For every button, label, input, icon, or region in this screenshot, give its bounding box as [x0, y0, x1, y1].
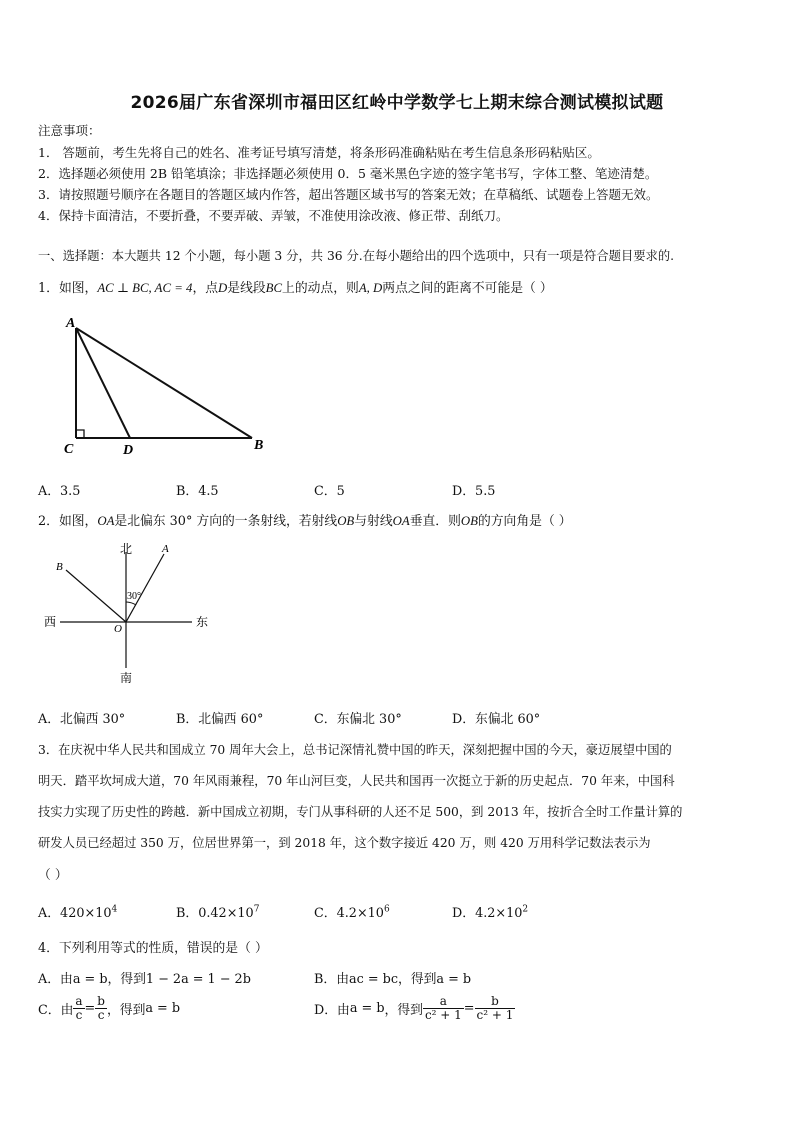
q4-option-a: A．由a = b，得到1 − 2a = 1 − 2b — [38, 972, 251, 987]
vertex-b-label: B — [254, 438, 264, 453]
q3-option-d: D．$4.2\times 10^2$ — [452, 904, 529, 921]
q1-option-b: B．4.5 — [176, 484, 219, 499]
vertex-a-label: A — [66, 316, 76, 331]
q1-option-a: A．3.5 — [38, 484, 81, 499]
east-label: 东 — [196, 615, 209, 629]
notice-item-2: 2．选择题必须使用 2B 铅笔填涂；非选择题必须使用 0．5 毫米黑色字迹的签字笔书写，字体工整、笔迹清楚。 — [38, 166, 658, 181]
north-label: 北 — [120, 542, 133, 556]
angle-30-label: 30° — [127, 591, 141, 602]
ray-b-label: B — [56, 561, 63, 573]
vertex-c-label: C — [64, 442, 74, 457]
notice-item-3: 3．请按照题号顺序在各题目的答题区域内作答，超出答题区域书写的答案无效；在草稿纸、试题卷上答题无效。 — [38, 187, 659, 202]
q4-option-b: B．由ac = bc，得到a = b — [314, 972, 472, 987]
question-2-compass-figure — [40, 540, 220, 690]
notice-item-4: 4．保持卡面清洁，不要折叠，不要弄破、弄皱，不准使用涂改液、修正带、刮纸刀。 — [38, 208, 509, 223]
q2-option-b: B．北偏西 60° — [176, 712, 264, 727]
page-title: 2026届广东省深圳市福田区红岭中学数学七上期末综合测试模拟试题 — [130, 93, 664, 113]
q4-option-c: C．由 $\frac{a}{c}$ = $\frac{b}{c}$ ，得到a = b — [38, 994, 181, 1023]
point-d-label: D — [123, 443, 134, 458]
question-3-line-4: 研发人员已经超过 350 万，位居世界第一，到 2018 年，这个数字接近 420 万，则 420 万用科学记数法表示为 — [38, 836, 651, 850]
question-3-line-5: （ ） — [38, 868, 68, 883]
q4-option-d: D．由a = b，得到 $\frac{a}{\text{c² + 1}}$ = $\frac{b}{\text{c² + 1}}$ — [314, 994, 514, 1023]
south-label: 南 — [120, 671, 133, 685]
q1-option-d: D．5.5 — [452, 484, 496, 499]
question-3-line-2: 明天．踏平坎坷成大道，70 年风雨兼程，70 年山河巨变，人民共和国再一次挺立于新的历史起点．70 年来，中国科 — [38, 774, 675, 788]
notice-item-1: 1． 答题前，考生先将自己的姓名、准考证号填写清楚，将条形码准确粘贴在考生信息条形码粘贴区。 — [38, 145, 600, 160]
section-heading: 一、选择题：本大题共 12 个小题，每小题 3 分，共 36 分.在每小题给出的四个选项中，只有一项是符合题目要求的. — [38, 249, 675, 263]
origin-o-label: O — [114, 623, 122, 635]
question-4-stem: 4．下列利用等式的性质，错误的是（ ） — [38, 941, 268, 956]
question-1-stem: 1．如图，AC ⊥ BC, AC = 4，点D是线段BC上的动点，则A, D两点之间的距离不可能是（ ） — [38, 281, 553, 296]
q1-option-c: C．5 — [314, 484, 345, 499]
ray-a-label: A — [162, 543, 169, 555]
q3-option-b: B．$0.42\times 10^7$ — [176, 904, 260, 921]
west-label: 西 — [44, 615, 57, 629]
q3-option-a: A．$420\times 10^4$ — [38, 904, 118, 921]
question-3-line-3: 技实力实现了历史性的跨越．新中国成立初期，专门从事科研的人还不足 500，到 2013 年，按折合全时工作量计算的 — [38, 805, 683, 819]
notice-heading: 注意事项： — [38, 123, 101, 138]
q2-option-d: D．东偏北 60° — [452, 712, 541, 727]
question-1-triangle-figure — [40, 308, 280, 463]
q2-option-c: C．东偏北 30° — [314, 712, 402, 727]
q2-option-a: A．北偏西 30° — [38, 712, 126, 727]
q3-option-c: C．$4.2\times 10^6$ — [314, 904, 390, 921]
question-3-line-1: 3．在庆祝中华人民共和国成立 70 周年大会上，总书记深情礼赞中国的昨天，深刻把握中国的今天，豪迈展望中国的 — [38, 743, 672, 757]
question-2-stem: 2．如图，OA是北偏东 30° 方向的一条射线，若射线OB与射线OA垂直．则OB的方向角是（ ） — [38, 514, 572, 529]
